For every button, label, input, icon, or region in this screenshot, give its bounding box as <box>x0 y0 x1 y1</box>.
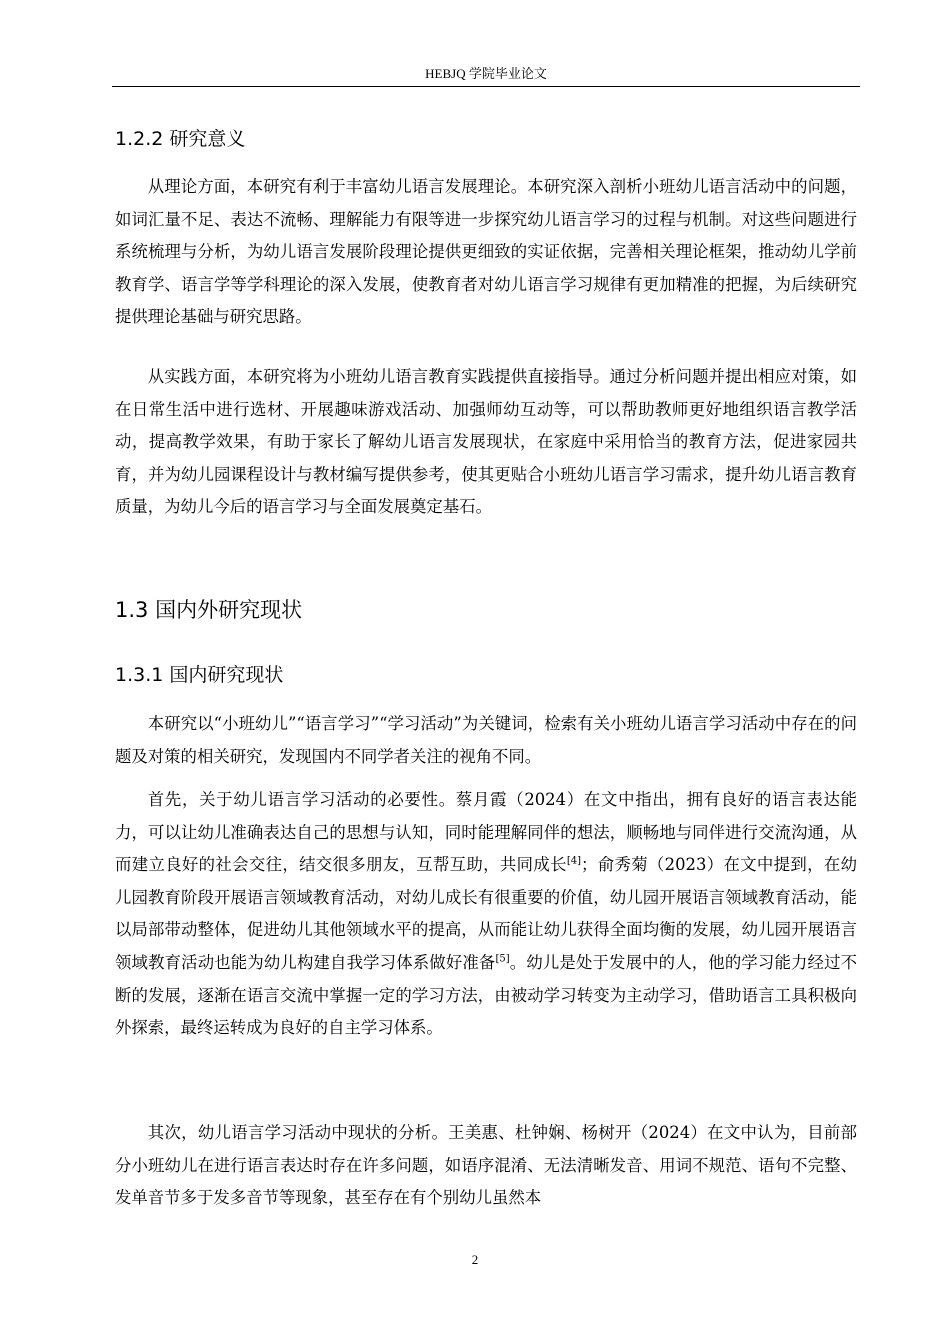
running-header: HEBJQ 学院毕业论文 <box>425 66 547 81</box>
citation-ref-4: [4] <box>566 855 581 867</box>
paragraph-theory: 从理论方面，本研究有利于丰富幼儿语言发展理论。本研究深入剖析小班幼儿语言活动中的问题，如词汇量不足、表达不流畅、理解能力有限等进一步探究幼儿语言学习的过程与机制。对这些问题进行系统梳理与分析，为幼儿语言发展阶段理论提供更细致的实证依据，完善相关理论框架，推动幼儿学前教育学、语言学等学科理论的深入发展，使教育者对幼儿语言学习规律有更加精准的把握，为后续研究提供理论基础与研究思路。 <box>115 177 857 327</box>
header-divider <box>112 86 860 87</box>
paragraph-status-analysis: 其次，幼儿语言学习活动中现状的分析。王美惠、杜钟娴、杨树开（2024）在文中认为，目前部分小班幼儿在进行语言表达时存在许多问题，如语序混淆、无法清晰发音、用词不规范、语句不完整、发单音节多于发多音节等现象，甚至存在有个别幼儿虽然本 <box>115 1123 857 1208</box>
paragraph-necessity-part-3: 。幼儿是处于发展中的人，他的学习能力经过不断的发展，逐渐在语言交流中掌握一定的学习方法，由被动学习转变为主动学习，借助语言工具积极向外探索，最终运转成为良好的自主学习体系。 <box>115 952 858 1038</box>
paragraph-practice: 从实践方面，本研究将为小班幼儿语言教育实践提供直接指导。通过分析问题并提出相应对策，如在日常生活中进行选材、开展趣味游戏活动、加强师幼互动等，可以帮助教师更好地组织语言教学活动，提高教学效果，有助于家长了解幼儿语言发展现状，在家庭中采用恰当的教育方法，促进家园共育，并为幼儿园课程设计与教材编写提供参考，使其更贴合小班幼儿语言学习需求，提升幼儿语言教育质量，为幼儿今后的语言学习与全面发展奠定基石。 <box>115 367 857 517</box>
section-heading-1-3-1: 1.3.1 国内研究现状 <box>115 664 284 686</box>
paragraph-keywords: 本研究以“小班幼儿”“语言学习”“学习活动”为关键词，检索有关小班幼儿语言学习活动中存在的问题及对策的相关研究，发现国内不同学者关注的视角不同。 <box>115 714 857 766</box>
paragraph-necessity <box>115 784 857 1045</box>
paragraph-necessity-part-1: 首先，关于幼儿语言学习活动的必要性。蔡月霞（2024）在文中指出，拥有良好的语言表达能力，可以让幼儿准确表达自己的思想与认知，同时能理解同伴的想法，顺畅地与同伴进行交流沟通，从而建立良好的社会交往，结交很多朋友，互帮互助，共同成长 <box>115 790 857 875</box>
citation-ref-5: [5] <box>495 953 510 965</box>
section-heading-1-3: 1.3 国内外研究现状 <box>115 598 303 622</box>
page-number: 2 <box>471 1252 479 1267</box>
section-heading-1-2-2: 1.2.2 研究意义 <box>115 128 246 150</box>
paragraph-necessity-part-2: ；俞秀菊（2023）在文中提到，在幼儿园教育阶段开展语言领域教育活动，对幼儿成长有很重要的价值，幼儿园开展语言领域教育活动，能以局部带动整体，促进幼儿其他领域水平的提高，从而能让幼儿获得全面均衡的发展，幼儿园开展语言领域教育活动也能为幼儿构建自我学习体系做好准备 <box>115 855 857 972</box>
